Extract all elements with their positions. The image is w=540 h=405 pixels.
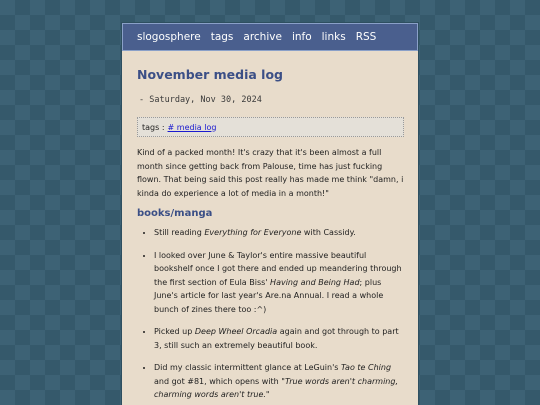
item-title: Tao te Ching — [341, 363, 392, 372]
post-date: - Saturday, Nov 30, 2024 — [139, 95, 262, 105]
list-item — [154, 325, 404, 352]
tag-link-media-log[interactable]: # media log — [167, 122, 217, 132]
item-title: Having and Being Had — [270, 277, 360, 287]
post-title: November media log — [137, 67, 283, 82]
item-text: with Cassidy. — [301, 228, 356, 237]
list-item — [154, 249, 404, 317]
item-text: ; plus June's article for last year's Are.na Annual. I read a whole bunch of zines there too :^) — [154, 277, 384, 314]
books-list — [137, 226, 404, 402]
nav-link-info[interactable]: info — [291, 31, 312, 43]
item-text: I looked over June & Taylor's entire massive beautiful bookshelf once I got there and ended up meandering through the first section of Eula Biss' — [154, 250, 402, 287]
post-content — [122, 67, 418, 402]
item-title: Everything for Everyone — [204, 228, 302, 237]
tag-box — [137, 117, 404, 137]
item-text: Did my classic intermittent glance at LeGuin's — [154, 363, 341, 372]
nav-link-slogosphere[interactable]: slogosphere — [137, 31, 201, 43]
nav-link-archive[interactable]: archive — [243, 31, 282, 43]
item-title: Deep Wheel Orcadia — [194, 327, 278, 336]
item-text: again and got through to part 3, still such an extremely beautiful book. — [154, 327, 399, 350]
item-quote: "True words aren't charming, charming words aren't true." — [154, 376, 398, 399]
post-page — [122, 23, 418, 405]
section-heading-books-manga: books/manga — [137, 208, 213, 219]
item-text: Still reading — [154, 228, 205, 237]
item-text: and got #81, which opens with — [154, 376, 282, 386]
nav-link-rss[interactable]: RSS — [355, 31, 377, 43]
list-item — [154, 226, 404, 240]
intro-paragraph: Kind of a packed month! It's crazy that it's been almost a full month since getting back from Palouse, time has just fucking flown. That being said this post really has made me think "damn, i kinda do experience a lot of media in a month!" — [137, 148, 404, 198]
list-item — [154, 361, 404, 402]
item-text: Picked up — [154, 327, 195, 336]
top-nav — [122, 23, 418, 51]
nav-link-tags[interactable]: tags — [210, 31, 234, 43]
tags-label: tags : — [142, 122, 165, 132]
nav-link-links[interactable]: links — [321, 31, 346, 43]
